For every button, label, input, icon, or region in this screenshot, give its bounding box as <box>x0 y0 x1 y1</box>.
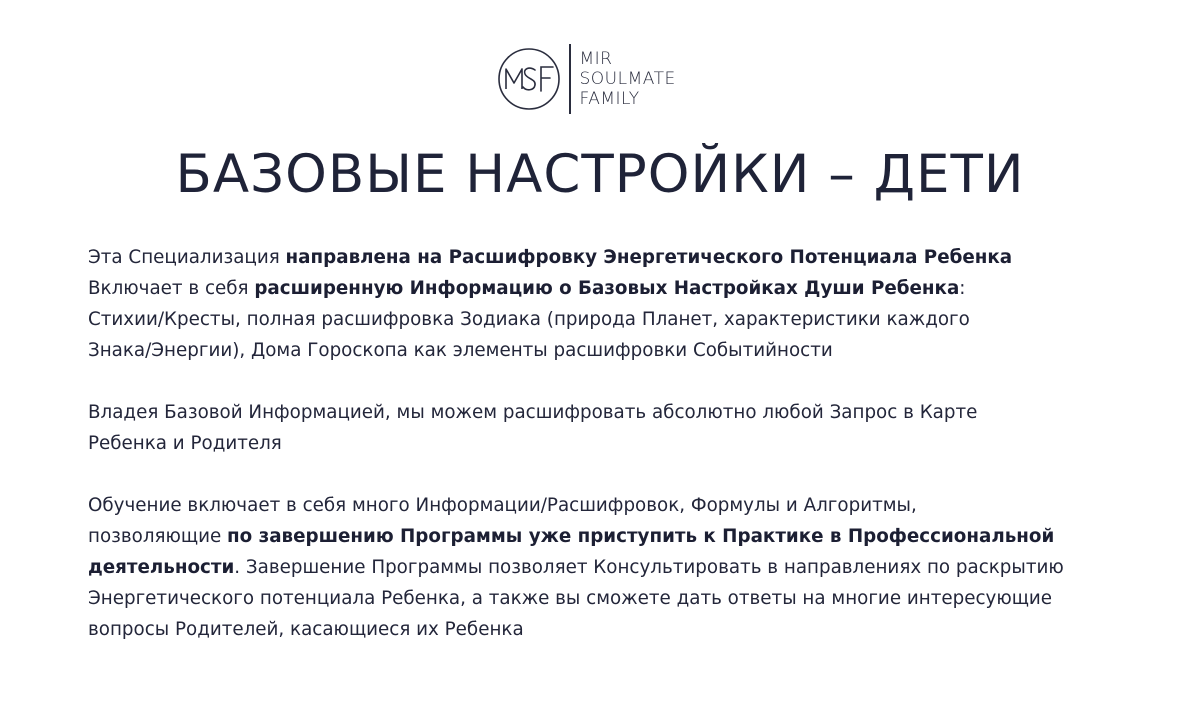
text-line: Стихии/Кресты, полная расшифровка Зодиака (природа Планет, характеристики каждого <box>88 309 970 330</box>
brand-logo <box>497 42 676 116</box>
text-run: Эта Специализация <box>88 247 286 268</box>
msf-monogram-icon <box>497 47 561 111</box>
logo-word-soulmate: SOULMATE <box>579 69 676 89</box>
logo-wordmark <box>580 49 676 109</box>
paragraph-training <box>88 490 1168 645</box>
bold-text-run: направлена на Расшифровку Энергетического Потенциала Ребенка <box>285 247 1013 268</box>
text-line <box>88 552 1168 583</box>
text-line: Знака/Энергии), Дома Гороскопа как элементы расшифровки Событийности <box>88 340 833 361</box>
text-line <box>88 521 1168 552</box>
document-body <box>88 242 1168 645</box>
bold-text-run: деятельности <box>88 557 235 578</box>
text-line <box>88 273 1168 304</box>
text-run: . Завершение Программы позволяет Консультировать в направлениях по раскрытию <box>234 557 1064 578</box>
text-line <box>88 242 1168 273</box>
paragraph-specialization <box>88 242 1168 366</box>
bold-text-run: по завершению Программы уже приступить к Практике в Профессиональной <box>227 526 1055 547</box>
text-line: Ребенка и Родителя <box>88 433 282 454</box>
text-line: Обучение включает в себя много Информации/Расшифровок, Формулы и Алгоритмы, <box>88 495 917 516</box>
text-run: : <box>959 278 966 299</box>
text-line: Энергетического потенциала Ребенка, а также вы сможете дать ответы на многие интересующие <box>88 588 1053 609</box>
logo-word-family: FAMILY <box>579 89 640 109</box>
paragraph-base-info <box>88 397 1168 459</box>
logo-divider <box>569 44 571 114</box>
text-run: позволяющие <box>88 526 228 547</box>
logo-word-mir: MIR <box>579 49 613 69</box>
bold-text-run: расширенную Информацию о Базовых Настройках Души Ребенка <box>254 278 960 299</box>
text-line: вопросы Родителей, касающиеся их Ребенка <box>88 619 524 640</box>
text-run: Включает в себя <box>88 278 255 299</box>
page-title: БАЗОВЫЕ НАСТРОЙКИ – ДЕТИ <box>175 144 1025 205</box>
text-line: Владея Базовой Информацией, мы можем расшифровать абсолютно любой Запрос в Карте <box>88 402 978 423</box>
